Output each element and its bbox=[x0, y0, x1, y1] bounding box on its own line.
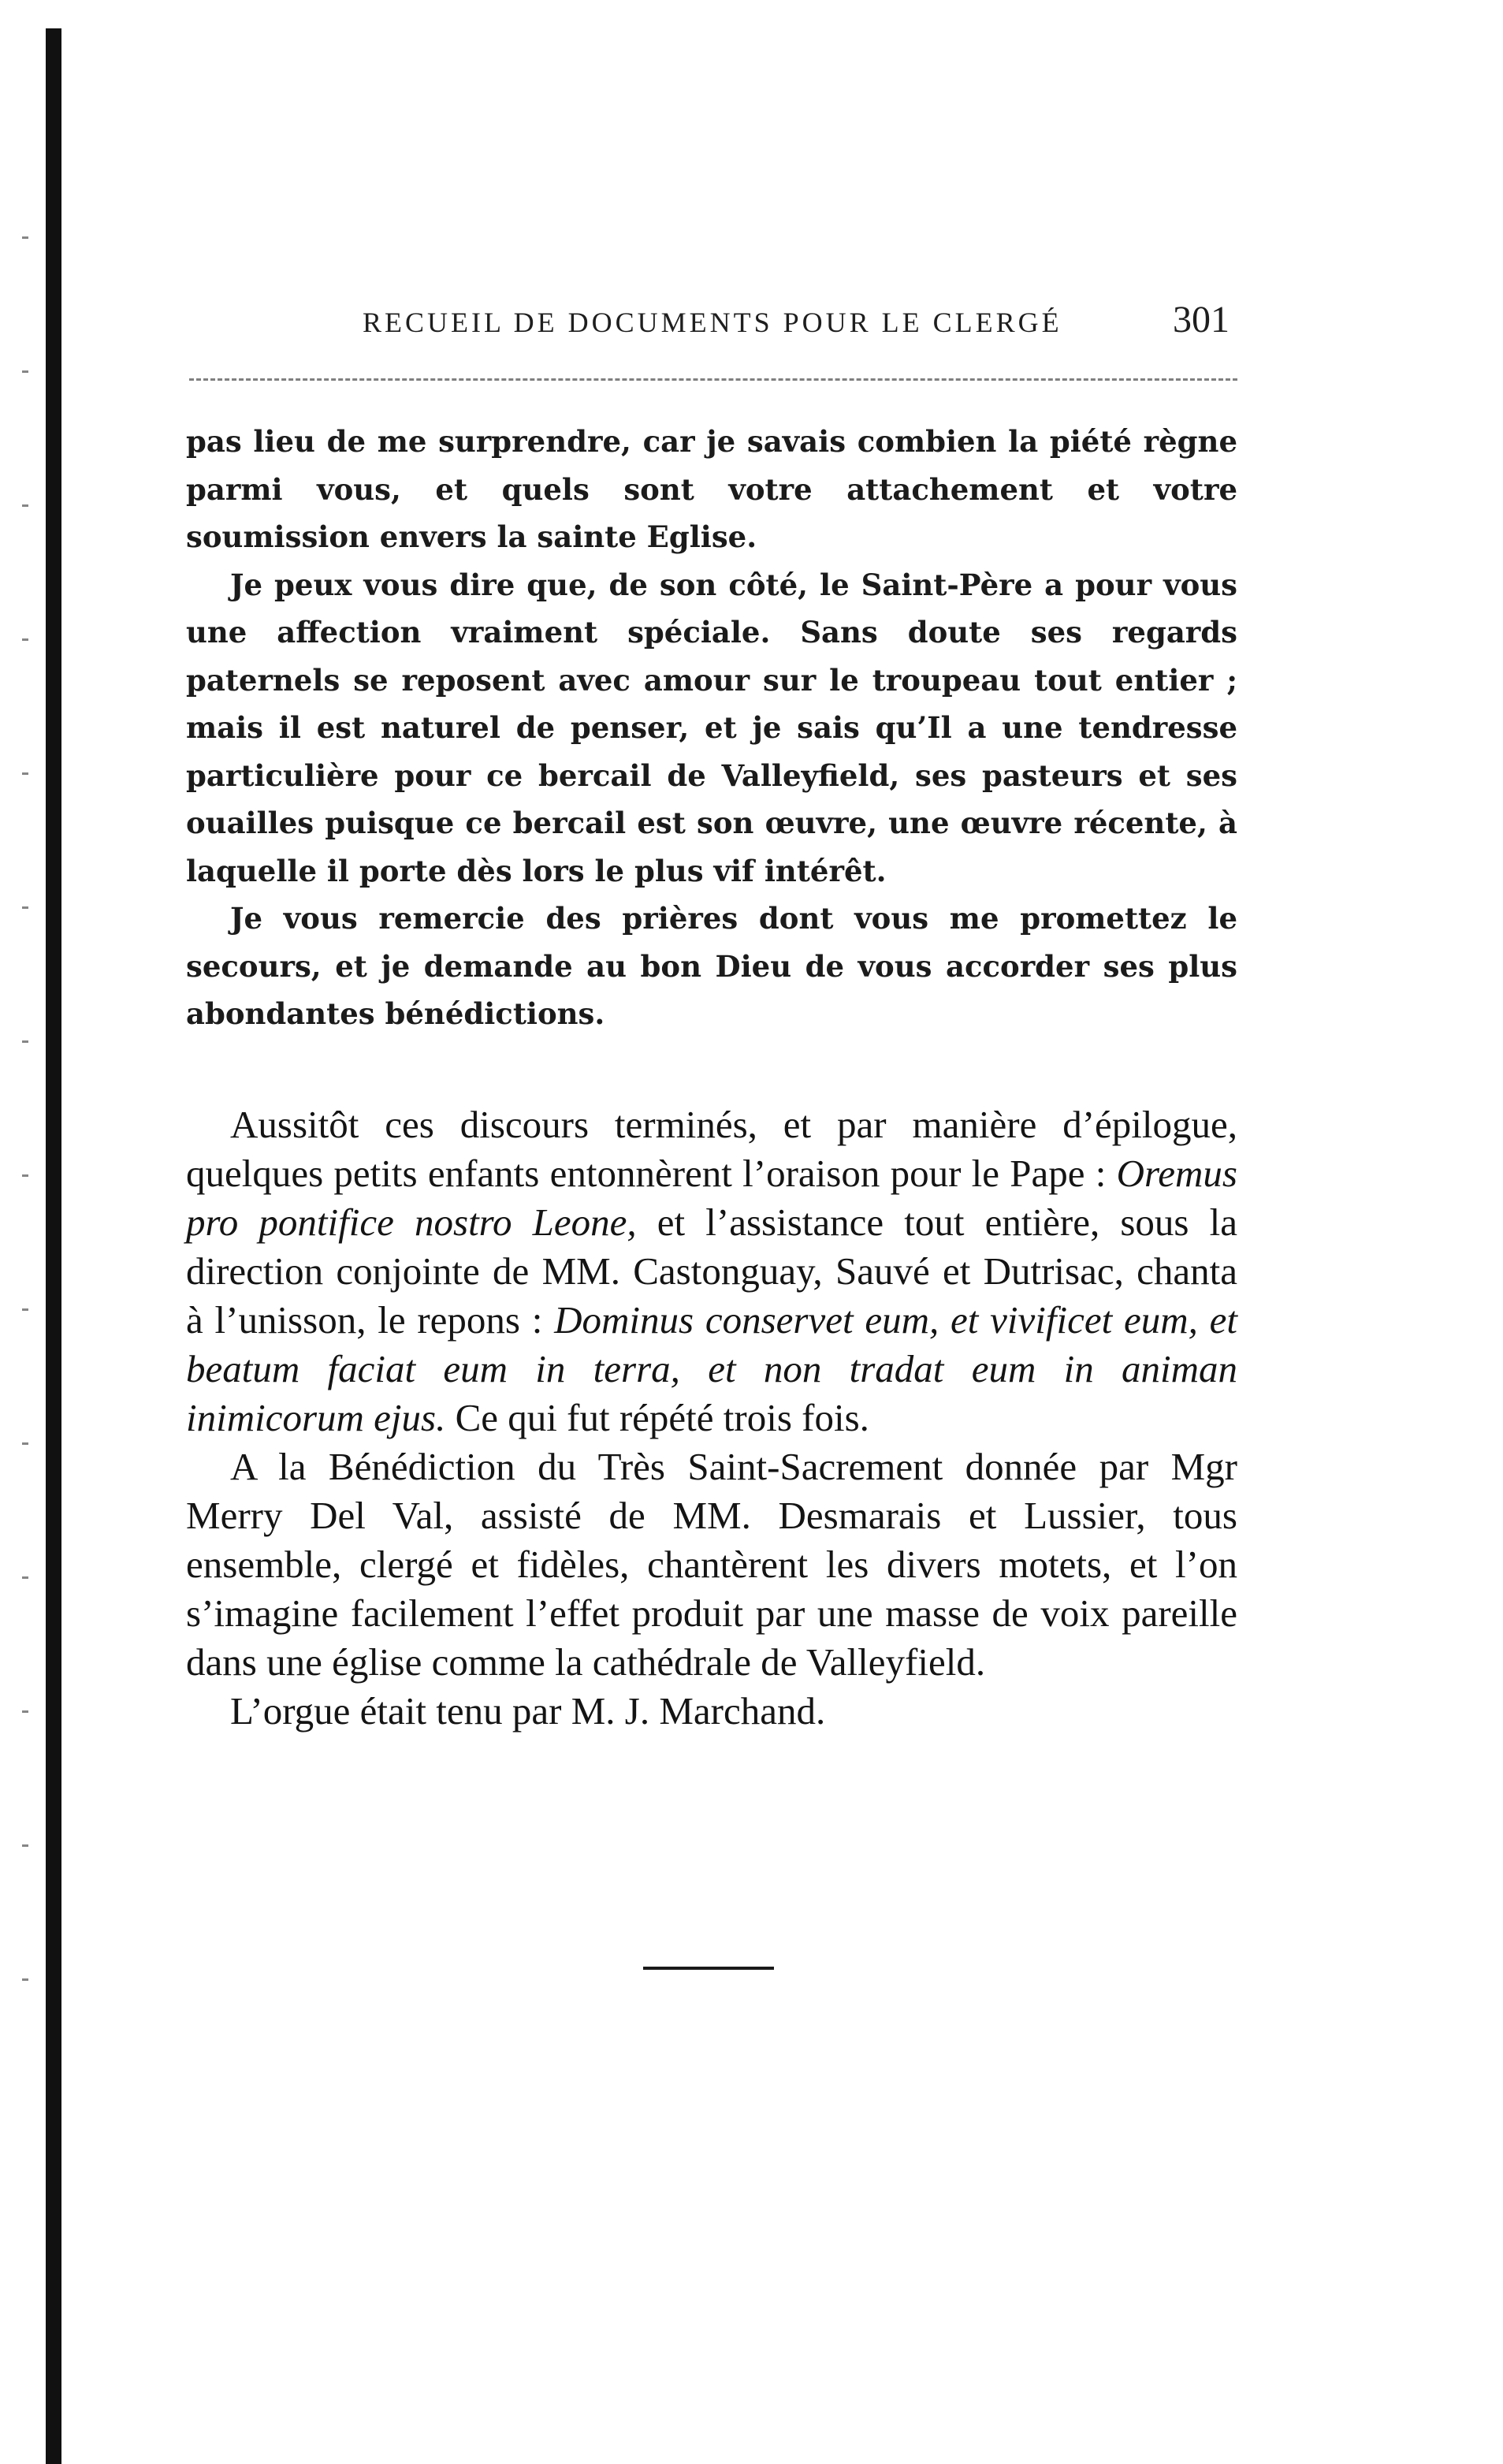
letter-paragraph: pas lieu de me surprendre, car je savais combien la piété règne parmi vous, et quels sont votre attachement et votre soumission envers la sainte Eglise. bbox=[186, 424, 1237, 554]
running-head: RECUEIL DE DOCUMENTS POUR LE CLERGÉ bbox=[363, 307, 1062, 338]
header-rule bbox=[189, 378, 1237, 381]
narrative-paragraph-epilogue bbox=[186, 1100, 1237, 1442]
narrative-text: Aussitôt ces discours terminés, et par manière d’épilogue, quelques petits enfants entonnèrent l’oraison pour le Pape : bbox=[186, 1103, 1237, 1195]
letter-paragraph: Je vous remercie des prières dont vous me promettez le secours, et je demande au bon Dieu de vous accorder ses plus abondantes bénédictions. bbox=[186, 901, 1237, 1031]
narrative-text: et l’assistance tout entière, sous la direction conjointe de MM. Castonguay, Sauvé et Dutrisac, chanta à l’unisson, le repons : bbox=[186, 1200, 1237, 1342]
scan-specks bbox=[22, 236, 28, 2049]
letter-paragraph: Je peux vous dire que, de son côté, le Saint-Père a pour vous une affection vraiment spéciale. Sans doute ses regards paternels se reposent avec amour sur le troupeau tout entier ; mais il est naturel de penser, et je sais qu’Il a une tendresse particulière pour ce bercail de Valleyfield, ses pasteurs et ses ouailles puisque ce bercail est son œuvre, une œuvre récente, à laquelle il porte dès lors le plus vif intérêt. bbox=[186, 567, 1237, 888]
narrative-paragraph-organ: L’orgue était tenu par M. J. Marchand. bbox=[230, 1689, 826, 1733]
narrative-body bbox=[186, 1100, 1237, 1736]
binding-edge bbox=[46, 28, 61, 2464]
section-end-rule bbox=[643, 1967, 774, 1970]
latin-prayer-title: Oremus pro pontifice nostro Leone, bbox=[186, 1152, 1237, 1244]
narrative-paragraph-benediction: A la Bénédiction du Très Saint-Sacrement donnée par Mgr Merry Del Val, assisté de MM. Desmarais et Lussier, tous ensemble, clergé et fidèles, chantèrent les divers motets, et l’on s’imagine facilement l’effet produit par une masse de voix pareille dans une église comme la cathédrale de Valleyfield. bbox=[186, 1445, 1237, 1684]
narrative-text: Ce qui fut répété trois fois. bbox=[445, 1396, 869, 1439]
page-number: 301 bbox=[1173, 299, 1230, 341]
quoted-letter bbox=[186, 418, 1237, 1038]
latin-response: Dominus conservet eum, et vivificet eum, et beatum faciat eum in terra, et non tradat eum in animan inimicorum ejus. bbox=[186, 1298, 1238, 1439]
